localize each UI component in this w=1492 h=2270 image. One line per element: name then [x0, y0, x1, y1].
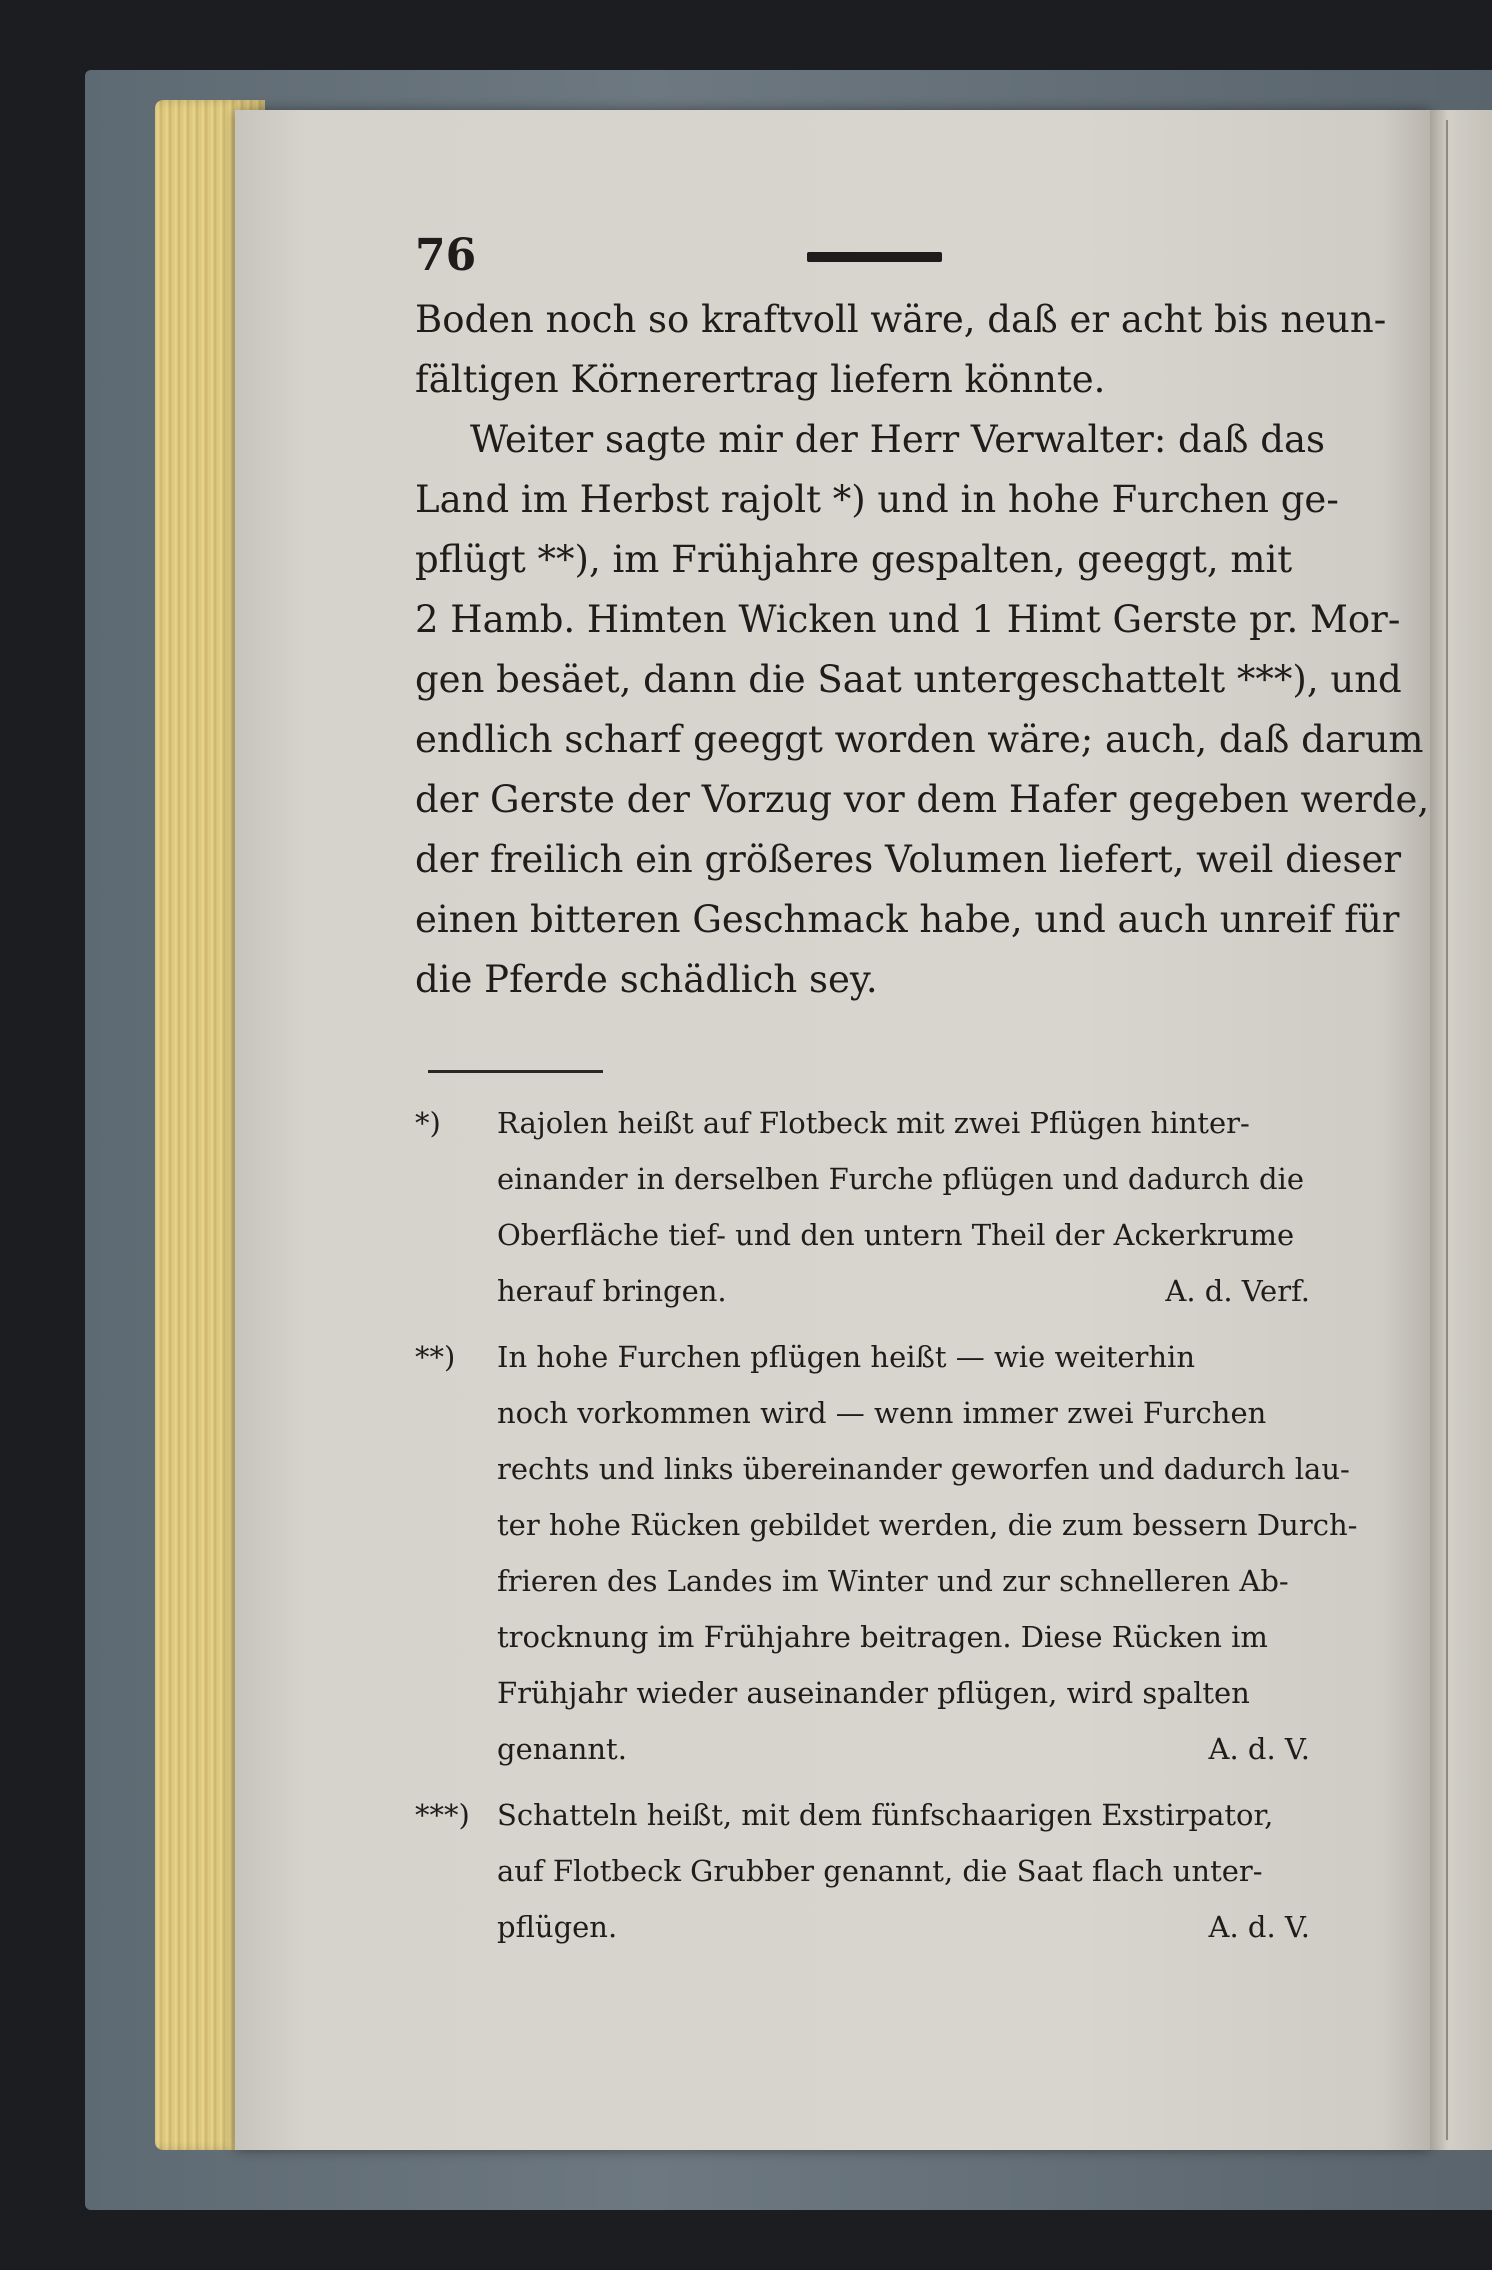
- page-text: [415, 230, 1430, 1955]
- footnote-signature: A. d. V.: [1208, 1732, 1310, 1766]
- footnote-line: Schatteln heißt, mit dem fünfschaarigen Exstirpator,: [497, 1798, 1274, 1832]
- footnote-mark: ***): [415, 1798, 470, 1832]
- footnote-line: pflügen.: [497, 1910, 618, 1944]
- footnote-line: ter hohe Rücken gebildet werden, die zum bessern Durch-: [497, 1508, 1358, 1542]
- footnote-mark: *): [415, 1106, 441, 1140]
- body-line: pflügt **), im Frühjahre gespalten, geeggt, mit: [415, 538, 1293, 581]
- body-line: der Gerste der Vorzug vor dem Hafer gegeben werde,: [415, 778, 1430, 821]
- body-line: einen bitteren Geschmack habe, und auch unreif für: [415, 898, 1400, 941]
- footnote-line: genannt.: [497, 1732, 627, 1766]
- footnote-mark: **): [415, 1340, 456, 1374]
- header-ornament: [807, 252, 942, 262]
- body-line: 2 Hamb. Himten Wicken und 1 Himt Gerste pr. Mor-: [415, 598, 1401, 641]
- footnote-last-row: [415, 1721, 1350, 1777]
- footnote-line: herauf bringen.: [497, 1274, 727, 1308]
- footnote-last-row: [415, 1263, 1350, 1319]
- footnote-signature: A. d. V.: [1208, 1910, 1310, 1944]
- footnote-separator: [428, 1070, 603, 1073]
- body-line: Land im Herbst rajolt *) und in hohe Furchen ge-: [415, 478, 1339, 521]
- gutter-line: [1446, 120, 1448, 2140]
- footnote-line: In hohe Furchen pflügen heißt — wie weiterhin: [497, 1340, 1196, 1374]
- footnote-line: Oberfläche tief- und den untern Theil der Ackerkrume: [497, 1218, 1295, 1252]
- page-number: 76: [415, 230, 477, 281]
- footnote-2: [415, 1329, 1358, 1777]
- body-line: Boden noch so kraftvoll wäre, daß er acht bis neun-: [415, 298, 1387, 341]
- footnote-line: Rajolen heißt auf Flotbeck mit zwei Pflügen hinter-: [497, 1106, 1250, 1140]
- body-line: gen besäet, dann die Saat untergeschattelt ***), und: [415, 658, 1402, 701]
- body-line: endlich scharf geeggt worden wäre; auch, daß darum: [415, 718, 1424, 761]
- footnote-last-row: [415, 1899, 1350, 1955]
- footnote-line: trocknung im Frühjahre beitragen. Diese Rücken im: [497, 1620, 1268, 1654]
- body-line: der freilich ein größeres Volumen liefert, weil dieser: [415, 838, 1402, 881]
- footnote-line: Frühjahr wieder auseinander pflügen, wird spalten: [497, 1676, 1250, 1710]
- body-line: fältigen Körnerertrag liefern könnte.: [415, 358, 1106, 401]
- footnote-line: auf Flotbeck Grubber genannt, die Saat flach unter-: [497, 1854, 1263, 1888]
- facing-page-edge: [1430, 110, 1492, 2150]
- footnote-signature: A. d. Verf.: [1165, 1274, 1310, 1308]
- footnote-3: [415, 1787, 1350, 1955]
- footnote-line: noch vorkommen wird — wenn immer zwei Furchen: [497, 1396, 1267, 1430]
- body-text: [415, 290, 1430, 1010]
- body-line: Weiter sagte mir der Herr Verwalter: daß das: [470, 418, 1326, 461]
- footnote-line: einander in derselben Furche pflügen und dadurch die: [497, 1162, 1304, 1196]
- footnote-line: frieren des Landes im Winter und zur schnelleren Ab-: [497, 1564, 1289, 1598]
- body-line: die Pferde schädlich sey.: [415, 958, 878, 1001]
- page-header: [415, 230, 1350, 290]
- footnote-line: rechts und links übereinander geworfen und dadurch lau-: [497, 1452, 1350, 1486]
- footnote-1: [415, 1095, 1350, 1319]
